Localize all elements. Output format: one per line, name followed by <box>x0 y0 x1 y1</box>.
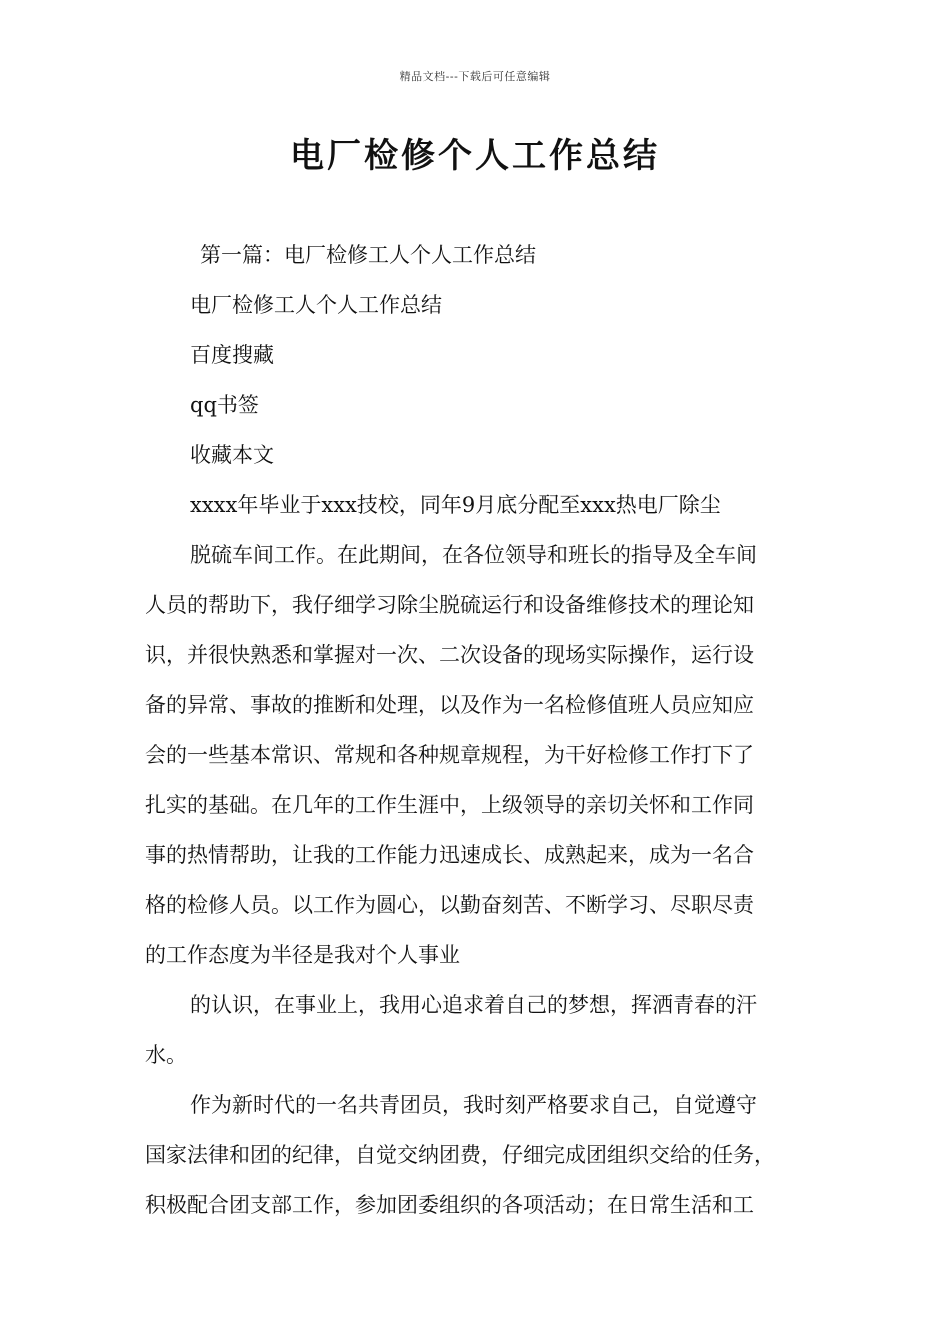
paragraph-line: 的工作态度为半径是我对个人事业 <box>145 943 460 967</box>
paragraph-line: 脱硫车间工作。在此期间，在各位领导和班长的指导及全车间 <box>190 543 757 567</box>
paragraph-line: 积极配合团支部工作，参加团委组织的各项活动；在日常生活和工 <box>145 1193 754 1217</box>
text-line: xxxx年毕业于xxx技校，同年9月底分配至xxx热电厂除尘 <box>190 493 721 517</box>
paragraph-line: 人员的帮助下，我仔细学习除尘脱硫运行和设备维修技术的理论知 <box>145 593 754 617</box>
paragraph-1 <box>145 530 810 980</box>
text-line: 收藏本文 <box>190 443 274 467</box>
paragraph-line: 国家法律和团的纪律，自觉交纳团费，仔细完成团组织交给的任务， <box>145 1143 775 1167</box>
paragraph-line: 水。 <box>145 1043 187 1067</box>
paragraph-line: 备的异常、事故的推断和处理，以及作为一名检修值班人员应知应 <box>145 693 754 717</box>
text-line: 百度搜藏 <box>190 343 274 367</box>
paragraph-line: 的认识，在事业上，我用心追求着自己的梦想，挥洒青春的汗 <box>190 993 757 1017</box>
document-title: 电厂检修个人工作总结 <box>290 136 660 176</box>
section-heading: 第一篇：电厂检修工人个人工作总结 <box>200 243 536 267</box>
paragraph-line: 会的一些基本常识、常规和各种规章规程，为干好检修工作打下了 <box>145 743 754 767</box>
header-note: 精品文档---下载后可任意编辑 <box>399 70 551 83</box>
document-body <box>145 230 810 1230</box>
paragraph-line: 事的热情帮助，让我的工作能力迅速成长、成熟起来，成为一名合 <box>145 843 754 867</box>
paragraph-line: 格的检修人员。以工作为圆心，以勤奋刻苦、不断学习、尽职尽责 <box>145 893 754 917</box>
paragraph-line: 扎实的基础。在几年的工作生涯中，上级领导的亲切关怀和工作同 <box>145 793 754 817</box>
paragraph-line: 识，并很快熟悉和掌握对一次、二次设备的现场实际操作，运行设 <box>145 643 754 667</box>
text-line: qq书签 <box>190 393 259 417</box>
paragraph-line: 作为新时代的一名共青团员，我时刻严格要求自己，自觉遵守 <box>190 1093 757 1117</box>
subtitle-line: 电厂检修工人个人工作总结 <box>190 293 442 317</box>
paragraph-2 <box>145 980 810 1080</box>
paragraph-3 <box>145 1080 810 1230</box>
